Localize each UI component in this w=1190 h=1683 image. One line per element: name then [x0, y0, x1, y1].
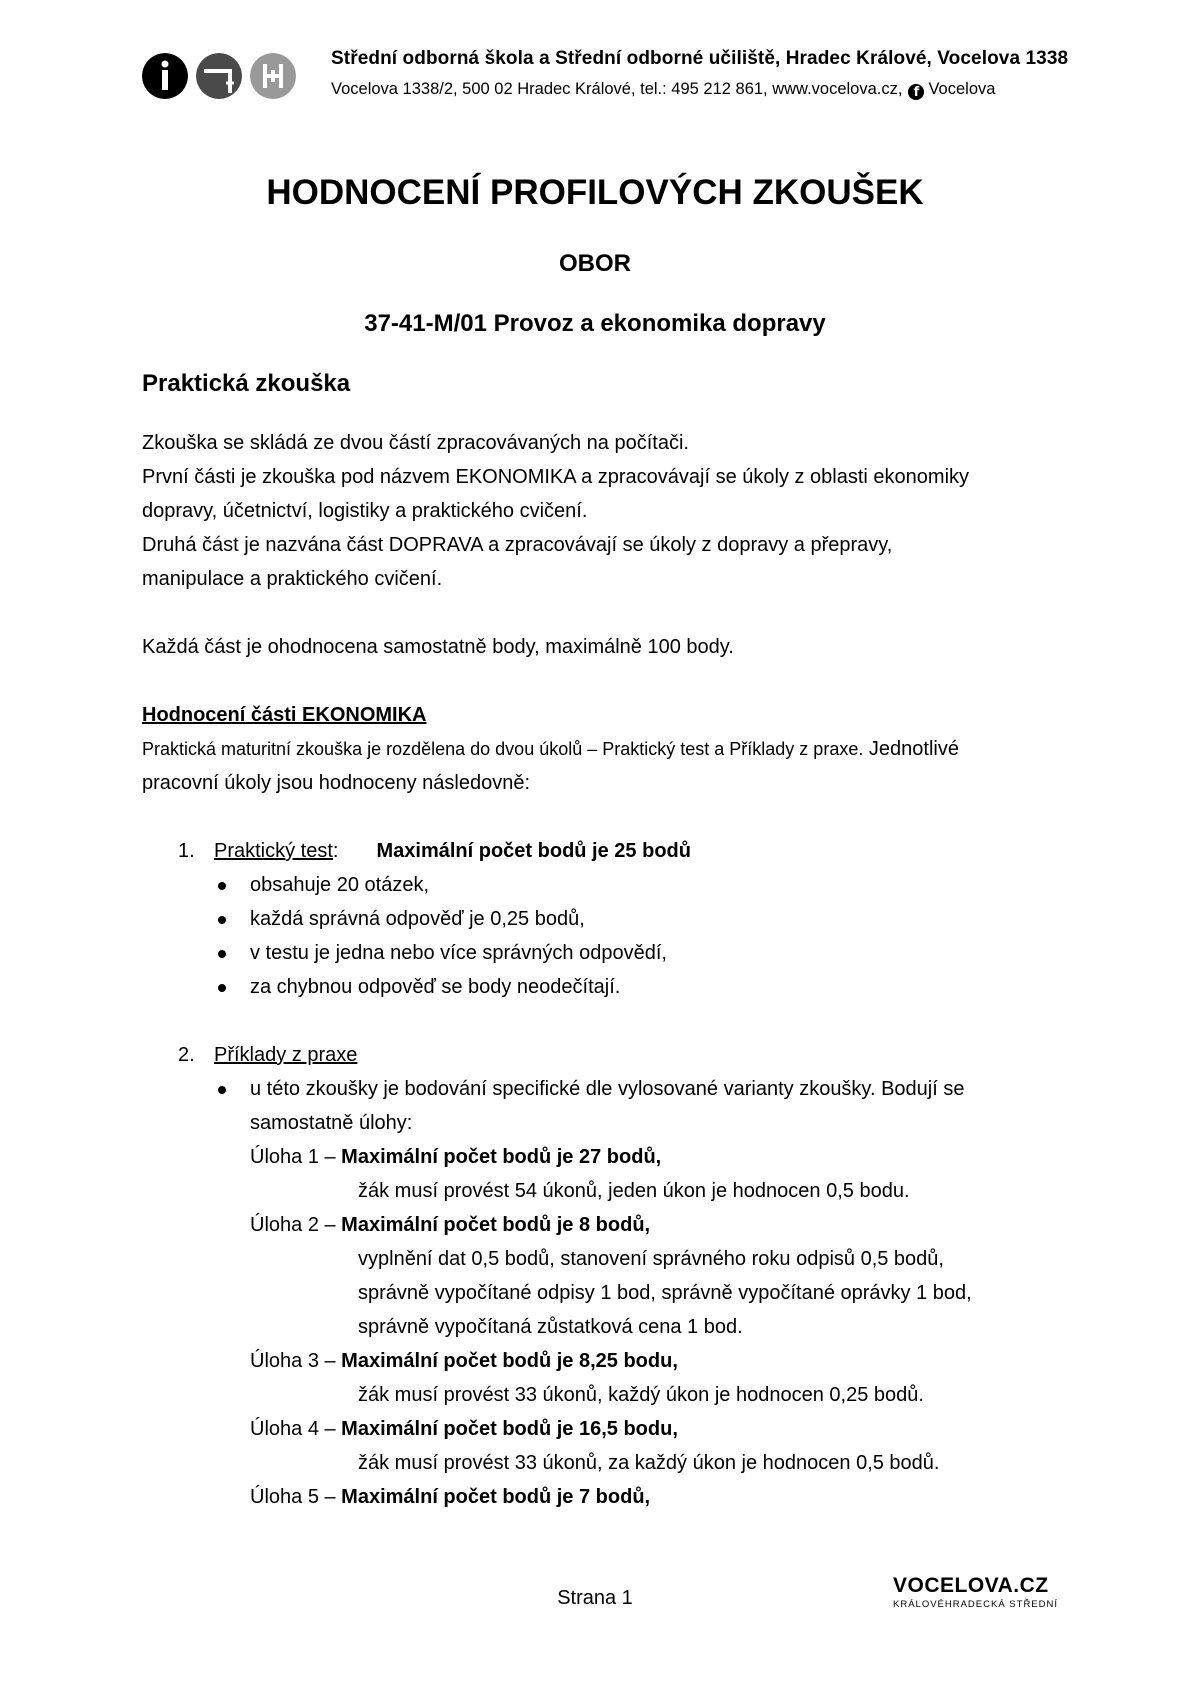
- eko-desc-rest: Jednotlivé: [863, 738, 959, 760]
- practice-examples-bullets: [142, 1072, 1062, 1106]
- document-title: HODNOCENÍ PROFILOVÝCH ZKOUŠEK: [266, 173, 924, 212]
- task-max: Maximální počet bodů je 8 bodů,: [341, 1214, 651, 1236]
- eko-heading: Hodnocení části EKONOMIKA: [142, 704, 427, 726]
- task-2: [142, 1208, 1062, 1242]
- school-logos: [142, 53, 296, 99]
- task-max: Maximální počet bodů je 16,5 bodu,: [341, 1418, 678, 1440]
- item-label: Příklady z praxe: [214, 1044, 358, 1066]
- item-number: 1.: [178, 840, 195, 862]
- task-detail: vyplnění dat 0,5 bodů, stanovení správného roku odpisů 0,5 bodů,: [358, 1248, 944, 1270]
- intro-line: Zkouška se skládá ze dvou částí zpracovávaných na počítači.: [142, 432, 689, 454]
- eko-description: [142, 732, 1062, 766]
- task-max: Maximální počet bodů je 27 bodů,: [341, 1146, 662, 1168]
- bullet-item: v testu je jedna nebo více správných odpovědí,: [142, 936, 1062, 970]
- intro-line: dopravy, účetnictví, logistiky a praktického cvičení.: [142, 500, 588, 522]
- task-detail: správně vypočítané odpisy 1 bod, správně vypočítané oprávky 1 bod,: [358, 1282, 972, 1304]
- bullet-item: obsahuje 20 otázek,: [142, 868, 1062, 902]
- task-3: [142, 1344, 1062, 1378]
- subtitle-field: 37-41-M/01 Provoz a ekonomika dopravy: [364, 310, 826, 337]
- points-note: Každá část je ohodnocena samostatně body, maximálně 100 body.: [142, 636, 734, 658]
- footer-brand-logo: VOCELOVA.CZ: [893, 1574, 1049, 1597]
- item-number: 2.: [178, 1044, 195, 1066]
- list-item-practical-test: [142, 834, 1062, 868]
- eko-desc-small: Praktická maturitní zkouška je rozdělena do dvou úkolů – Praktický test a Příklady z praxe.: [142, 739, 864, 759]
- facebook-label: Vocelova: [928, 80, 996, 98]
- task-label: Úloha 5 –: [250, 1486, 342, 1508]
- eko-description-line: pracovní úkoly jsou hodnoceny následovně:: [142, 772, 531, 794]
- logo-info-icon: [142, 53, 188, 99]
- task-max: Maximální počet bodů je 8,25 bodu,: [341, 1350, 678, 1372]
- footer-brand-tagline: KRÁLOVÉHRADECKÁ STŘEDNÍ: [893, 1599, 1059, 1610]
- bullet-item: u této zkoušky je bodování specifické dle vylosované varianty zkoušky. Bodují se: [142, 1072, 1062, 1106]
- task-detail: žák musí provést 54 úkonů, jeden úkon je hodnocen 0,5 bodu.: [358, 1180, 910, 1202]
- task-max: Maximální počet bodů je 7 bodů,: [341, 1486, 651, 1508]
- logo-gearbox-icon: [250, 53, 296, 99]
- section-heading: Praktická zkouška: [142, 370, 351, 397]
- task-detail: žák musí provést 33 úkonů, každý úkon je hodnocen 0,25 bodů.: [358, 1384, 924, 1406]
- item-colon: :: [332, 840, 339, 862]
- task-label: Úloha 2 –: [250, 1214, 342, 1236]
- practical-test-bullets: [142, 868, 1062, 1004]
- intro-line: Druhá část je nazvána část DOPRAVA a zpracovávají se úkoly z dopravy a přepravy,: [142, 534, 893, 556]
- task-5: [142, 1480, 1062, 1514]
- task-label: Úloha 4 –: [250, 1418, 342, 1440]
- list-item-practice-examples: [142, 1038, 1062, 1072]
- item-max-points: Maximální počet bodů je 25 bodů: [376, 840, 691, 862]
- task-4: [142, 1412, 1062, 1446]
- school-address: [331, 80, 995, 100]
- page-number: Strana 1: [557, 1587, 633, 1609]
- bullet-item: každá správná odpověď je 0,25 bodů,: [142, 902, 1062, 936]
- task-label: Úloha 3 –: [250, 1350, 342, 1372]
- subtitle-obor: OBOR: [559, 250, 631, 277]
- task-detail: správně vypočítaná zůstatková cena 1 bod.: [358, 1316, 743, 1338]
- bullet-continuation: samostatně úlohy:: [250, 1112, 413, 1134]
- logo-road-icon: [196, 53, 242, 99]
- intro-line: manipulace a praktického cvičení.: [142, 568, 443, 590]
- task-1: [142, 1140, 1062, 1174]
- task-label: Úloha 1 –: [250, 1146, 342, 1168]
- document-body: [142, 426, 1062, 1514]
- address-text: Vocelova 1338/2, 500 02 Hradec Králové, tel.: 495 212 861, www.vocelova.cz,: [331, 80, 903, 98]
- bullet-item: za chybnou odpověď se body neodečítají.: [142, 970, 1062, 1004]
- facebook-icon: f: [908, 84, 924, 100]
- task-detail: žák musí provést 33 úkonů, za každý úkon je hodnocen 0,5 bodů.: [358, 1452, 940, 1474]
- item-label: Praktický test: [214, 840, 333, 862]
- school-name: Střední odborná škola a Střední odborné učiliště, Hradec Králové, Vocelova 1338: [331, 48, 1069, 69]
- intro-line: První části je zkouška pod názvem EKONOMIKA a zpracovávají se úkoly z oblasti ekonomiky: [142, 466, 970, 488]
